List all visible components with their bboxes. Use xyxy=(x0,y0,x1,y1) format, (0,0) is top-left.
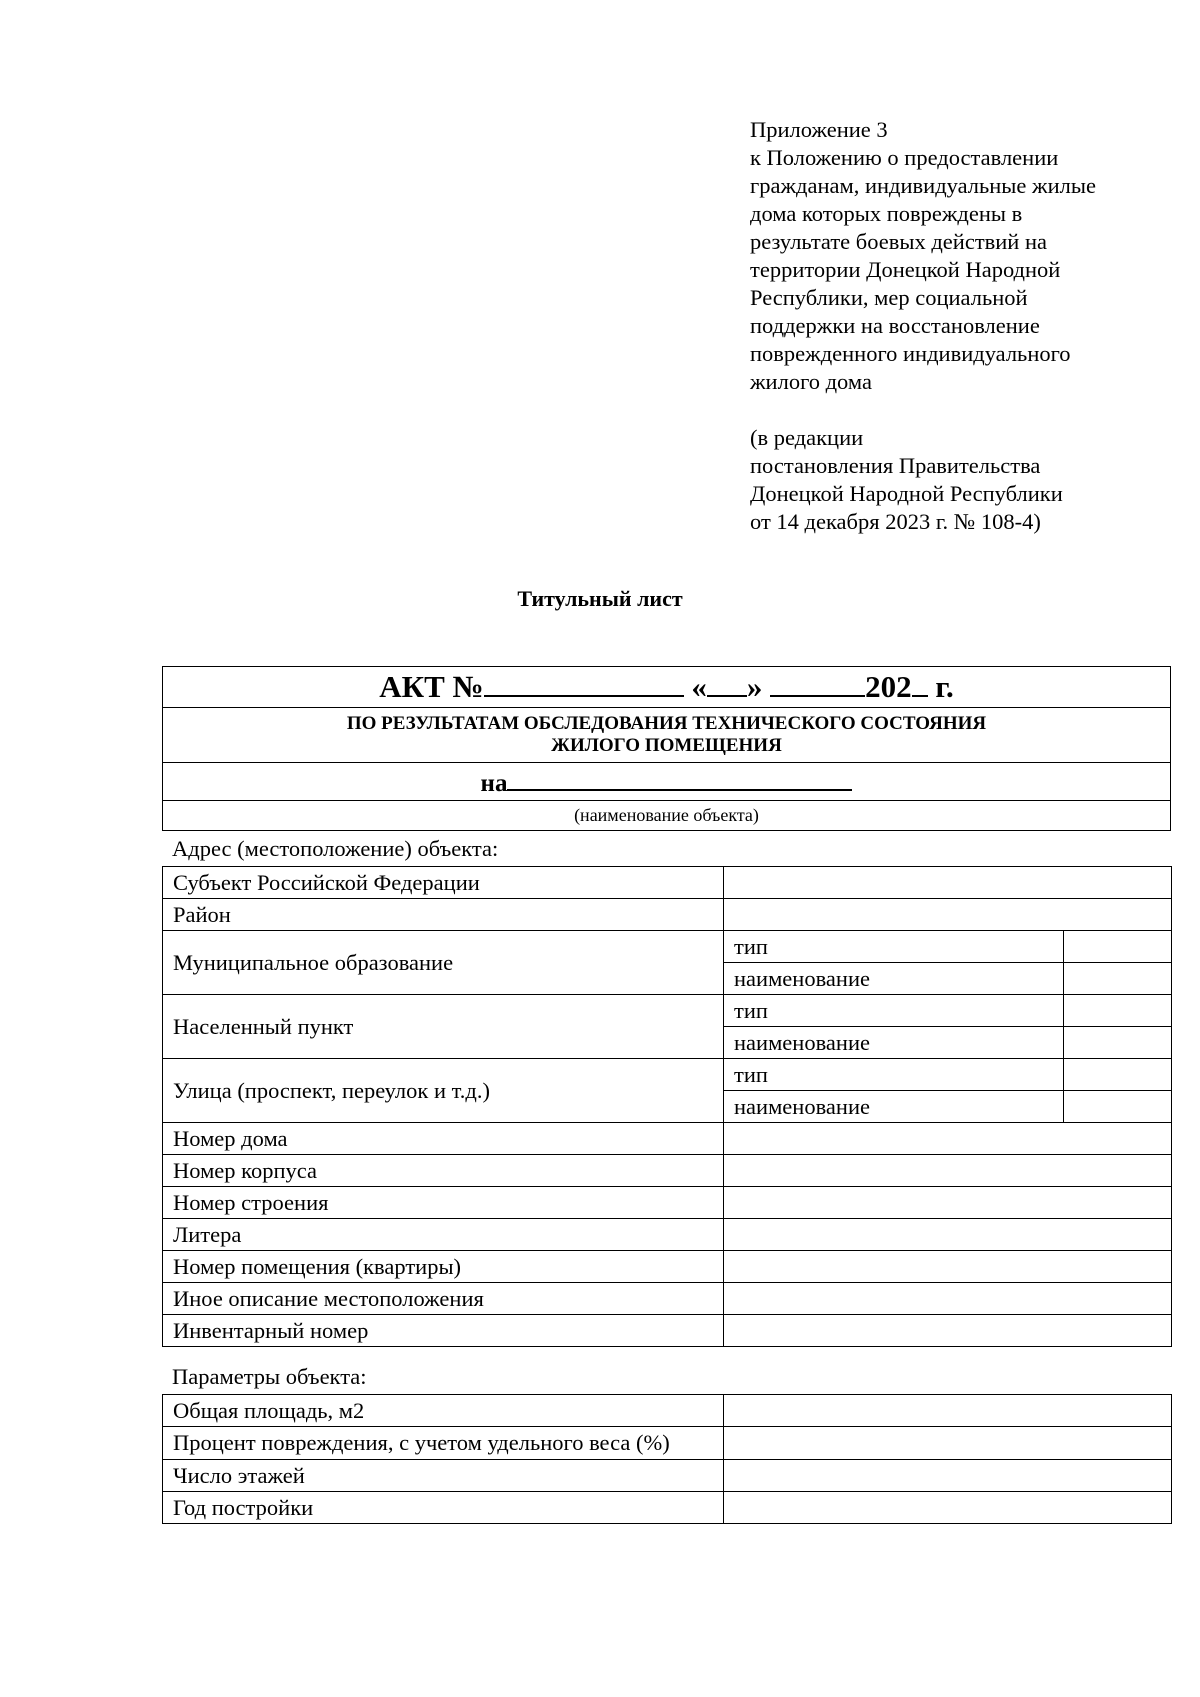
table-row: Год постройки xyxy=(163,1492,1172,1524)
annex-line: к Положению о предоставлении xyxy=(750,145,1059,170)
table-row: Общая площадь, м2 xyxy=(163,1395,1172,1427)
annex-line: результате боевых действий на xyxy=(750,229,1048,254)
subject-value[interactable] xyxy=(724,867,1172,899)
act-year-field[interactable] xyxy=(912,671,928,697)
table-row: Улица (проспект, переулок и т.д.) тип xyxy=(163,1059,1172,1091)
district-value[interactable] xyxy=(724,899,1172,931)
annex-title: Приложение 3 xyxy=(750,117,888,142)
params-table xyxy=(162,1394,1172,1524)
table-row: наименование xyxy=(163,1027,1172,1059)
edition-line: Донецкой Народной Республики xyxy=(750,481,1063,506)
other-location-value[interactable] xyxy=(724,1283,1172,1315)
object-name-line: на xyxy=(163,763,1171,801)
edition-line: (в редакции xyxy=(750,425,864,450)
area-value[interactable] xyxy=(724,1395,1172,1427)
table-row: Номер помещения (квартиры) xyxy=(163,1251,1172,1283)
act-number-field[interactable] xyxy=(484,671,684,697)
structure-value[interactable] xyxy=(724,1187,1172,1219)
annex-line: поврежденного индивидуального xyxy=(750,341,1071,366)
params-label: Параметры объекта: xyxy=(172,1364,367,1389)
address-table xyxy=(162,866,1172,1347)
act-number-line: АКТ № « » 202 г. xyxy=(163,667,1171,708)
table-row: Число этажей xyxy=(163,1460,1172,1492)
act-header-table xyxy=(162,666,1171,831)
municipality-type-value[interactable] xyxy=(1064,931,1172,963)
object-name-field[interactable] xyxy=(507,765,852,791)
table-row: Муниципальное образование тип xyxy=(163,931,1172,963)
table-row: Субъект Российской Федерации xyxy=(163,867,1172,899)
floors-value[interactable] xyxy=(724,1460,1172,1492)
table-row: Номер дома xyxy=(163,1123,1172,1155)
house-value[interactable] xyxy=(724,1123,1172,1155)
annex-line: территории Донецкой Народной xyxy=(750,257,1061,282)
act-subtitle: ПО РЕЗУЛЬТАТАМ ОБСЛЕДОВАНИЯ ТЕХНИЧЕСКОГО СОСТОЯНИЯ ЖИЛОГО ПОМЕЩЕНИЯ xyxy=(163,708,1171,763)
annex-block xyxy=(750,116,1150,536)
apartment-value[interactable] xyxy=(724,1251,1172,1283)
street-type-value[interactable] xyxy=(1064,1059,1172,1091)
inventory-value[interactable] xyxy=(724,1315,1172,1347)
annex-line: жилого дома xyxy=(750,369,872,394)
municipality-name-value[interactable] xyxy=(1064,963,1172,995)
title-sheet-heading: Титульный лист xyxy=(517,586,683,611)
table-row: наименование xyxy=(163,963,1172,995)
table-row: Номер строения xyxy=(163,1187,1172,1219)
act-month-field[interactable] xyxy=(770,671,865,697)
edition-line: постановления Правительства xyxy=(750,453,1041,478)
table-row: Иное описание местоположения xyxy=(163,1283,1172,1315)
table-row: Литера xyxy=(163,1219,1172,1251)
litera-value[interactable] xyxy=(724,1219,1172,1251)
damage-value[interactable] xyxy=(724,1427,1172,1460)
act-day-field[interactable] xyxy=(707,671,747,697)
building-value[interactable] xyxy=(724,1155,1172,1187)
street-name-value[interactable] xyxy=(1064,1091,1172,1123)
table-row: Инвентарный номер xyxy=(163,1315,1172,1347)
year-built-value[interactable] xyxy=(724,1492,1172,1524)
annex-line: Республики, мер социальной xyxy=(750,285,1028,310)
table-row: Процент повреждения, с учетом удельного веса (%) xyxy=(163,1427,1172,1460)
annex-line: поддержки на восстановление xyxy=(750,313,1040,338)
table-row: Район xyxy=(163,899,1172,931)
settlement-type-value[interactable] xyxy=(1064,995,1172,1027)
address-label: Адрес (местоположение) объекта: xyxy=(172,836,499,861)
settlement-name-value[interactable] xyxy=(1064,1027,1172,1059)
annex-line: гражданам, индивидуальные жилые xyxy=(750,173,1096,198)
object-name-note: (наименование объекта) xyxy=(163,801,1171,831)
table-row: Номер корпуса xyxy=(163,1155,1172,1187)
table-row: наименование xyxy=(163,1091,1172,1123)
edition-line: от 14 декабря 2023 г. № 108-4) xyxy=(750,509,1041,534)
annex-line: дома которых повреждены в xyxy=(750,201,1023,226)
table-row: Населенный пункт тип xyxy=(163,995,1172,1027)
